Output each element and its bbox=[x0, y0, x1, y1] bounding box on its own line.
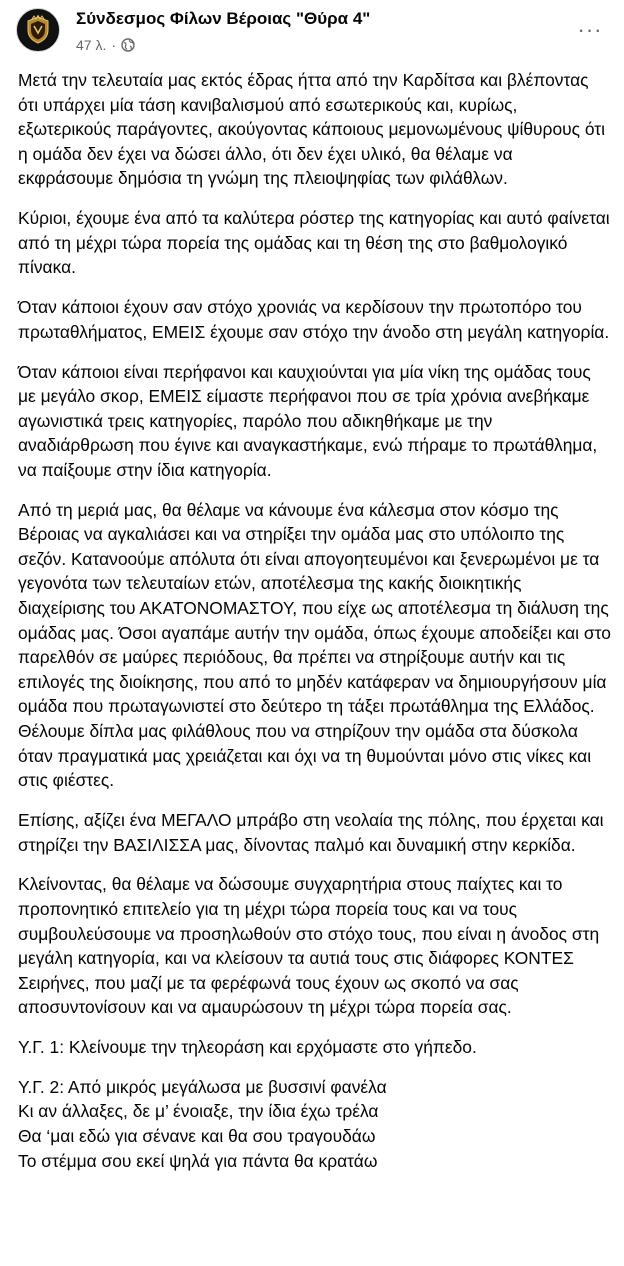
post-time[interactable]: 47 λ. bbox=[76, 37, 107, 53]
post-paragraph: Από τη μεριά μας, θα θέλαμε να κάνουμε ένα κάλεσμα στον κόσμο της Βέροιας να αγκαλιάσει και να στηρίξει την ομάδα μας στο υπόλοιπο της σεζόν. Κατανοούμε απόλυτα ότι είναι απογοητευμένοι και ξενερωμένοι με τα γεγονότα των τελευταίων ετών, αποτέλεσμα της κακής διοικητικής διαχείρισης του ΑΚΑΤΟΝΟΜΑΣΤΟΥ, που είχε ως αποτέλεσμα τη διάλυση της ομάδας μας. Όσοι αγαπάμε αυτήν την ομάδα, όπως έχουμε αποδείξει και στο παρελθόν σε μαύρες περιόδους, θα πρέπει να στηρίξουμε αυτήν και τις επιλογές της διοίκησης, που από το μηδέν κατάφεραν να δημιουργήσουν μία ομάδα που πρωταγωνιστεί στο δεύτερο τη τάξει πρωτάθλημα της Ελλάδος. Θέλουμε δίπλα μας φιλάθλους που να στηρίζουν την ομάδα στα δύσκολα όταν πραγματικά μας χρειάζεται και όχι να τη θυμούνται μόνο στις νίκες και στις φιέστες. bbox=[18, 499, 611, 791]
post-paragraph: Επίσης, αξίζει ένα ΜΕΓΑΛΟ μπράβο στη νεολαία της πόλης, που έρχεται και στηρίζει την ΒΑΣΙΛΙΣΣΑ μας, δίνοντας παλμό και δυναμική στην κερκίδα. bbox=[18, 809, 604, 855]
page-avatar[interactable] bbox=[16, 8, 60, 52]
post-paragraph: Όταν κάποιοι είναι περήφανοι και καυχιούνται για μία νίκη της ομάδας τους με μεγάλο σκορ, ΕΜΕΙΣ είμαστε περήφανοι που σε τρία χρόνια ανεβήκαμε αγωνιστικά τρεις κατηγορίες, παρόλο που αδικηθήκαμε με την αναδιάρθρωση που έγινε και αναγκαστήκαμε, ενώ πήραμε το πρωτάθλημα, να παίξουμε στην ίδια κατηγορία. bbox=[18, 361, 598, 480]
post-paragraph: Υ.Γ. 1: Κλείνουμε την τηλεοράση και ερχόμαστε στο γήπεδο. bbox=[18, 1037, 477, 1058]
post-paragraph: Κύριοι, έχουμε ένα από τα καλύτερα ρόστερ της κατηγορίας και αυτό φαίνεται από τη μέχρι τώρα πορεία της ομάδας και τη θέση της στο βαθμολογικό πίνακα. bbox=[18, 208, 610, 278]
more-options-icon[interactable]: ··· bbox=[577, 17, 603, 42]
verse-line: Θα ‘μαι εδώ για σένανε και θα σου τραγουδάω bbox=[18, 1126, 376, 1147]
verse-line: Υ.Γ. 2: Από μικρός μεγάλωσα με βυσσινί φανέλα bbox=[18, 1076, 387, 1097]
ps2-verse bbox=[18, 1075, 612, 1173]
page-name-link[interactable]: Σύνδεσμος Φίλων Βέροιας "Θύρα 4" bbox=[76, 9, 371, 28]
post-paragraph: Μετά την τελευταία μας εκτός έδρας ήττα από την Καρδίτσα και βλέποντας ότι υπάρχει μία τάση κανιβαλισμού από εσωτερικούς και, κυρίως, εξωτερικούς παράγοντες, ακούγοντας κάποιους μεμονωμένους ψίθυρους ότι η ομάδα δεν έχει να δώσει άλλο, ότι δεν έχει υλικό, θα θέλαμε να εκφράσουμε δημόσια τη γνώμη της πλειοψηφίας των φιλάθλων. bbox=[18, 70, 605, 189]
meta-separator: · bbox=[111, 37, 117, 53]
globe-icon[interactable] bbox=[121, 38, 135, 52]
crest-logo-icon bbox=[17, 9, 59, 51]
post-body bbox=[18, 68, 612, 1173]
post-header bbox=[0, 0, 624, 70]
post-meta bbox=[76, 37, 135, 53]
verse-line: Κι αν άλλαξες, δε μ’ ένοιαξε, την ίδια έχω τρέλα bbox=[18, 1101, 379, 1122]
post-paragraph: Κλείνοντας, θα θέλαμε να δώσουμε συγχαρητήρια στους παίχτες και το προπονητικό επιτελείο για τη μέχρι τώρα πορεία τους και να τους συμβουλεύσουμε να προσηλωθούν στο στόχο τους, που είναι η άνοδος στη μεγάλη κατηγορία, και να κλείσουν τα αυτιά τους στις διάφορες ΚΟΝΤΕΣ Σειρήνες, που μαζί με τα φερέφωνά τους έχουν ως σκοπό να σας αποσυντονίσουν και να αμαυρώσουν τη μέχρι τώρα πορεία σας. bbox=[18, 874, 600, 1018]
post-paragraph: Όταν κάποιοι έχουν σαν στόχο χρονιάς να κερδίσουν την πρωτοπόρο του πρωταθλήματος, ΕΜΕΙΣ έχουμε σαν στόχο την άνοδο στη μεγάλη κατηγορία. bbox=[18, 297, 610, 342]
verse-line: Το στέμμα σου εκεί ψηλά για πάντα θα κρατάω bbox=[18, 1150, 378, 1171]
